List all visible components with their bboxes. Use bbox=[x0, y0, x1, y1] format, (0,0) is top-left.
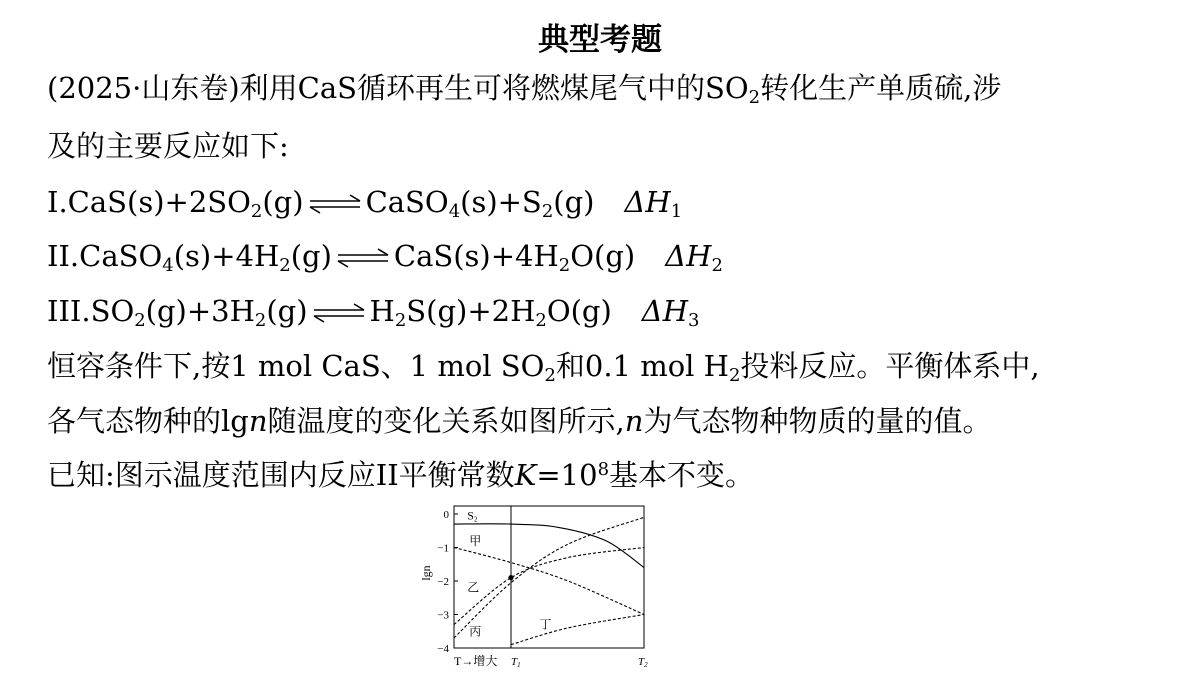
x-tick-t2: T2 bbox=[638, 656, 648, 669]
reaction-text: (g)+3H bbox=[145, 294, 255, 328]
reaction-text: O(g) bbox=[570, 239, 636, 273]
y-tick-label: 0 bbox=[443, 509, 449, 521]
reaction-text: (g) bbox=[266, 294, 308, 328]
subscript: 3 bbox=[688, 310, 700, 332]
subscript: 1 bbox=[670, 201, 683, 223]
subscript: 2 bbox=[250, 201, 263, 223]
reaction-text: CaSO bbox=[365, 185, 449, 219]
y-axis-label: lgn bbox=[419, 565, 433, 581]
reaction-text: (g) bbox=[553, 185, 595, 219]
intersection-point bbox=[508, 575, 513, 580]
enthalpy-symbol: ΔH bbox=[665, 239, 712, 273]
condition-text: 为气态物种物质的量的值。 bbox=[643, 404, 992, 438]
intro-text: (2025·山东卷)利用CaS循环再生可将燃煤尾气中的SO bbox=[47, 71, 749, 105]
series-label: 丙 bbox=[469, 624, 482, 639]
subscript: 2 bbox=[254, 310, 267, 332]
intro-text: 转化生产单质硫,涉 bbox=[760, 71, 1002, 105]
reaction-1 bbox=[47, 184, 683, 223]
series-line-乙 bbox=[454, 548, 644, 625]
equilibrium-arrow-icon bbox=[306, 193, 364, 215]
series-label: 丁 bbox=[539, 617, 552, 632]
variable-n: n bbox=[624, 404, 644, 438]
reaction-text: II.CaSO bbox=[47, 239, 163, 273]
enthalpy-symbol: ΔH bbox=[624, 185, 671, 219]
subscript: 2 bbox=[748, 87, 761, 109]
reaction-text: (g) bbox=[262, 185, 304, 219]
reaction-text: (s)+4H bbox=[173, 239, 280, 273]
subscript: 2 bbox=[558, 255, 571, 277]
reaction-text: H bbox=[369, 294, 395, 328]
y-tick-label: −4 bbox=[437, 643, 449, 655]
subscript: 2 bbox=[711, 255, 723, 277]
condition-text: 随温度的变化关系如图所示, bbox=[267, 404, 625, 438]
subscript: 2 bbox=[134, 310, 146, 332]
reaction-text: III.SO bbox=[47, 294, 135, 328]
subscript: 4 bbox=[448, 201, 461, 223]
x-tick-t1: T1 bbox=[511, 656, 521, 669]
y-tick-label: −3 bbox=[437, 609, 449, 622]
superscript: 8 bbox=[597, 459, 609, 481]
reaction-2 bbox=[47, 238, 723, 277]
series-label: 乙 bbox=[467, 580, 480, 595]
reaction-text: CaS(s)+4H bbox=[393, 239, 559, 273]
reaction-3 bbox=[47, 293, 700, 332]
condition-text: 已知:图示温度范围内反应II平衡常数 bbox=[47, 458, 515, 492]
condition-text: 恒容条件下,按1 mol CaS、1 mol SO bbox=[47, 349, 545, 383]
subscript: 2 bbox=[541, 201, 554, 223]
condition-text: 投料反应。平衡体系中, bbox=[740, 349, 1040, 383]
series-label: 甲 bbox=[469, 533, 482, 548]
condition-text: =10 bbox=[536, 458, 598, 492]
subscript: 2 bbox=[279, 255, 291, 277]
equilibrium-arrow-icon bbox=[310, 302, 368, 324]
reaction-text: O(g) bbox=[546, 294, 612, 328]
variable-k: K bbox=[514, 458, 537, 492]
page-title: 典型考题 bbox=[538, 22, 662, 58]
series-line-S2 bbox=[454, 524, 644, 568]
series-line-丁 bbox=[511, 615, 644, 645]
reaction-text: S(g)+2H bbox=[406, 294, 536, 328]
series-line-甲 bbox=[454, 548, 644, 615]
condition-line-3 bbox=[47, 457, 754, 493]
condition-line-2 bbox=[47, 403, 991, 439]
lgn-temperature-chart bbox=[410, 498, 660, 673]
subscript: 2 bbox=[394, 310, 407, 332]
x-axis-label: T→增大 bbox=[454, 654, 498, 668]
enthalpy-symbol: ΔH bbox=[641, 294, 689, 328]
y-tick-label: −1 bbox=[437, 542, 449, 555]
condition-text: 各气态物种的lg bbox=[47, 404, 249, 438]
subscript: 2 bbox=[728, 365, 741, 387]
intro-line-1 bbox=[47, 70, 1002, 109]
condition-text: 基本不变。 bbox=[609, 458, 755, 492]
subscript: 2 bbox=[535, 310, 547, 332]
condition-text: 和0.1 mol H bbox=[555, 349, 729, 383]
subscript: 4 bbox=[162, 255, 174, 277]
condition-line-1 bbox=[47, 348, 1040, 387]
y-tick-label: −2 bbox=[437, 576, 449, 588]
reaction-text: (s)+S bbox=[460, 185, 542, 219]
variable-n: n bbox=[248, 404, 268, 438]
intro-line-2: 及的主要反应如下: bbox=[47, 129, 289, 163]
reaction-text: (g) bbox=[290, 239, 332, 273]
series-label: S2 bbox=[467, 508, 478, 524]
equilibrium-arrow-icon bbox=[334, 247, 392, 269]
reaction-text: I.CaS(s)+2SO bbox=[47, 185, 251, 219]
subscript: 2 bbox=[544, 365, 556, 387]
